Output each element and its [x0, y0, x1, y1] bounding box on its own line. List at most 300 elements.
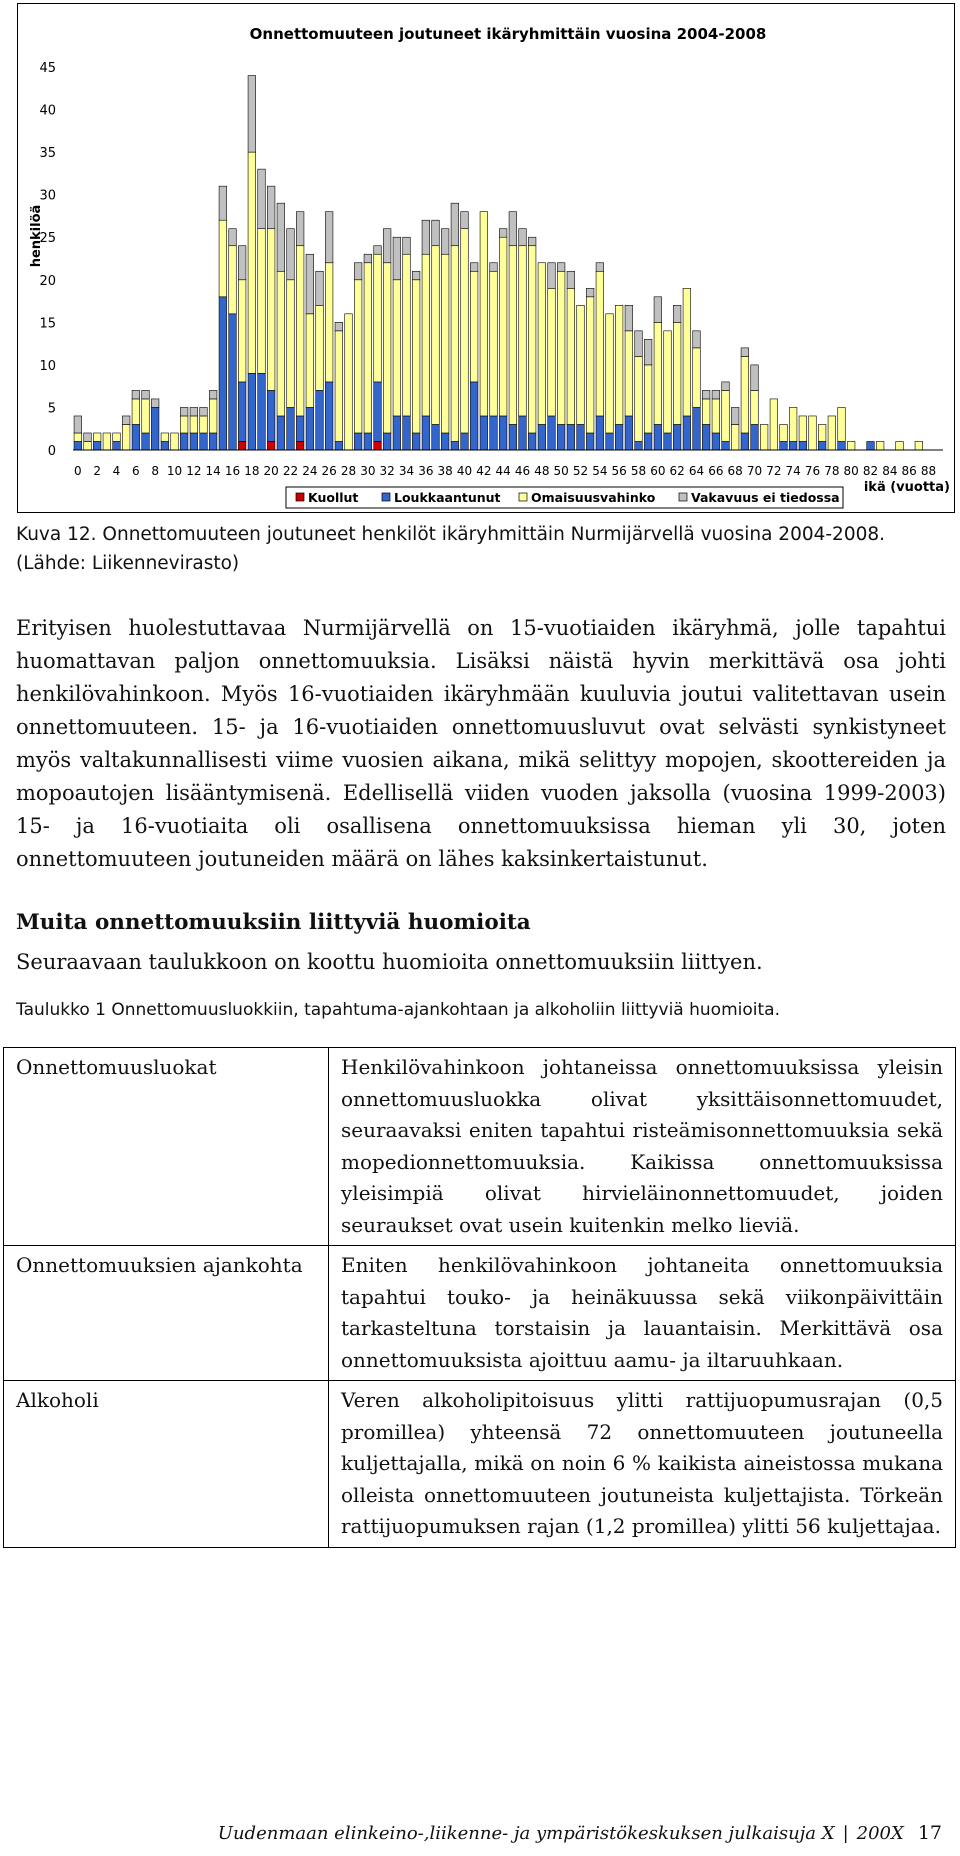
- bar-segment: [403, 237, 411, 254]
- bar-segment: [267, 390, 275, 441]
- bar-segment: [383, 433, 391, 450]
- bar-segment: [393, 280, 401, 416]
- bar-segment: [296, 212, 304, 246]
- bar-segment: [229, 246, 237, 314]
- x-tick-label: 74: [785, 464, 801, 478]
- bar-segment: [345, 314, 353, 450]
- bar-segment: [635, 331, 643, 357]
- y-axis-label: henkilöä: [29, 204, 44, 268]
- bar-segment: [712, 399, 720, 433]
- bar-segment: [403, 416, 411, 450]
- bar-segment: [770, 399, 778, 450]
- bar-segment: [296, 246, 304, 416]
- table-cell-text: Henkilövahinkoon johtaneissa onnettomuuksissa yleisin onnettomuusluokka olivat yksittäisonnettomuudet, seuraavaksi eniten tapahtui risteämisonnettomuuksia sekä mopedionnettomuuksia. Kaikissa onnettomuuksissa yleisimpiä olivat hirvieläinonnettomuudet, joiden seuraukset ovat usein kuitenkin melko lieviä.: [329, 1048, 956, 1246]
- bar-segment: [625, 416, 633, 450]
- bar-segment: [731, 407, 739, 424]
- bar-segment: [316, 305, 324, 390]
- bar-segment: [364, 254, 372, 263]
- bar-segment: [683, 416, 691, 450]
- bar-segment: [364, 433, 372, 450]
- bar-segment: [74, 416, 82, 433]
- bar-segment: [422, 254, 430, 416]
- bar-segment: [325, 263, 333, 382]
- bar-segment: [818, 424, 826, 441]
- page-footer: [218, 1822, 942, 1844]
- bar-segment: [200, 407, 208, 416]
- bar-segment: [354, 433, 362, 450]
- bar-segment: [712, 390, 720, 399]
- bar-segment: [751, 365, 759, 391]
- bar-segment: [751, 424, 759, 450]
- bar-segment: [441, 254, 449, 433]
- bar-segment: [451, 441, 459, 450]
- bar-segment: [557, 424, 565, 450]
- bar-segment: [528, 433, 536, 450]
- bar-segment: [142, 390, 150, 399]
- x-axis-label: ikä (vuotta): [863, 480, 950, 495]
- bar-segment: [499, 237, 507, 416]
- table-cell-category: Onnettomuuksien ajankohta: [4, 1246, 329, 1381]
- bar-segment: [383, 263, 391, 433]
- section-heading: Muita onnettomuuksiin liittyviä huomioita: [16, 910, 531, 935]
- bar-segment: [306, 254, 314, 314]
- bar-segment: [412, 271, 420, 280]
- bar-segment: [325, 212, 333, 263]
- x-tick-label: 88: [920, 464, 937, 478]
- legend-swatch: [519, 493, 527, 501]
- bar-segment: [673, 424, 681, 450]
- bar-segment: [818, 441, 826, 450]
- x-tick-label: 8: [151, 464, 159, 478]
- y-tick-label: 45: [39, 61, 56, 76]
- x-tick-label: 32: [379, 464, 395, 478]
- chart-title: Onnettomuuteen joutuneet ikäryhmittäin vuosina 2004-2008: [249, 25, 767, 43]
- x-tick-label: 54: [592, 464, 608, 478]
- x-tick-label: 82: [862, 464, 879, 478]
- x-tick-label: 64: [688, 464, 705, 478]
- bar-segment: [142, 433, 150, 450]
- table-cell-text: Eniten henkilövahinkoon johtaneita onnettomuuksia tapahtui touko- ja heinäkuussa sekä viikonpäivittäin tarkasteltuna torstaisin ja lauantaisin. Merkittävä osa onnettomuuksista ajoittuu aamu- ja iltaruuhkaan.: [329, 1246, 956, 1381]
- bar-segment: [200, 416, 208, 433]
- bar-segment: [789, 407, 797, 441]
- bar-segment: [451, 246, 459, 442]
- x-tick-label: 80: [843, 464, 859, 478]
- x-tick-label: 16: [224, 464, 241, 478]
- table-row: [4, 1246, 956, 1381]
- bar-segment: [741, 356, 749, 433]
- bar-segment: [480, 416, 488, 450]
- bar-segment: [422, 416, 430, 450]
- bar-segment: [180, 416, 188, 433]
- table-caption: Taulukko 1 Onnettomuusluokkiin, tapahtuma-ajankohtaan ja alkoholiin liittyviä huomioita.: [16, 1000, 780, 1020]
- bar-segment: [596, 271, 604, 416]
- x-tick-label: 62: [669, 464, 685, 478]
- bar-segment: [760, 424, 768, 450]
- y-tick-label: 5: [47, 401, 56, 417]
- bar-segment: [74, 441, 82, 450]
- y-tick-label: 30: [39, 188, 56, 204]
- bar-segment: [180, 407, 188, 416]
- age-group-bar-chart: [18, 4, 954, 512]
- x-tick-label: 58: [630, 464, 647, 478]
- bar-segment: [528, 246, 536, 433]
- table-cell-category: Onnettomuusluokat: [4, 1048, 329, 1246]
- bar-segment: [122, 424, 130, 450]
- x-tick-label: 24: [302, 464, 318, 478]
- bar-segment: [548, 416, 556, 450]
- bar-segment: [673, 305, 681, 322]
- x-tick-label: 48: [534, 464, 550, 478]
- x-tick-label: 78: [824, 464, 840, 478]
- bar-segment: [799, 416, 807, 442]
- bar-segment: [393, 237, 401, 280]
- bar-segment: [838, 441, 846, 450]
- x-tick-label: 20: [263, 464, 279, 478]
- bar-segment: [267, 186, 275, 229]
- bar-segment: [519, 229, 527, 246]
- bar-segment: [190, 416, 198, 433]
- bar-segment: [190, 407, 198, 416]
- bar-segment: [306, 314, 314, 408]
- x-tick-label: 56: [611, 464, 627, 478]
- bar-segment: [586, 433, 594, 450]
- bar-segment: [538, 424, 546, 450]
- page-number: 17: [917, 1822, 942, 1844]
- bar-segment: [122, 416, 130, 425]
- x-tick-label: 42: [476, 464, 492, 478]
- bar-segment: [432, 424, 440, 450]
- bar-segment: [577, 424, 585, 450]
- bar-segment: [403, 254, 411, 416]
- bar-segment: [209, 390, 217, 399]
- y-tick-label: 20: [39, 273, 56, 289]
- legend-swatch: [679, 493, 687, 501]
- x-tick-label: 50: [553, 464, 569, 478]
- x-tick-label: 22: [282, 464, 299, 478]
- bar-segment: [461, 229, 469, 433]
- bar-segment: [451, 203, 459, 246]
- bar-segment: [625, 331, 633, 416]
- bar-segment: [412, 433, 420, 450]
- observations-table: [3, 1047, 956, 1548]
- x-tick-label: 70: [746, 464, 763, 478]
- bar-segment: [606, 314, 614, 433]
- bar-segment: [586, 288, 594, 297]
- x-tick-label: 4: [112, 464, 121, 478]
- bar-segment: [528, 237, 536, 246]
- bar-segment: [712, 433, 720, 450]
- bar-segment: [296, 441, 304, 450]
- bar-segment: [702, 399, 710, 425]
- bar-segment: [277, 203, 285, 271]
- y-tick-label: 0: [47, 444, 56, 459]
- x-tick-label: 6: [132, 464, 140, 478]
- bar-segment: [171, 433, 179, 450]
- bar-segment: [190, 433, 198, 450]
- bar-segment: [644, 339, 652, 365]
- bar-segment: [693, 331, 701, 348]
- bar-segment: [470, 263, 478, 272]
- y-tick-label: 25: [39, 231, 56, 247]
- x-tick-label: 0: [74, 464, 82, 478]
- bar-segment: [200, 433, 208, 450]
- bar-segment: [287, 229, 295, 280]
- bar-segment: [654, 322, 662, 424]
- footer-separator: |: [842, 1823, 849, 1844]
- bar-segment: [741, 348, 749, 357]
- bar-segment: [238, 280, 246, 382]
- bar-segment: [499, 416, 507, 450]
- bar-segment: [799, 441, 807, 450]
- bar-segment: [84, 441, 92, 450]
- bar-segment: [876, 441, 884, 450]
- bar-segment: [374, 441, 382, 450]
- bar-segment: [596, 263, 604, 272]
- bar-segment: [132, 424, 140, 450]
- bar-segment: [432, 220, 440, 246]
- legend-swatch: [382, 493, 390, 501]
- bar-segment: [393, 416, 401, 450]
- bar-segment: [258, 169, 266, 229]
- y-tick-label: 40: [39, 103, 56, 119]
- x-tick-label: 2: [93, 464, 101, 478]
- bar-segment: [644, 365, 652, 433]
- bar-segment: [364, 263, 372, 433]
- bar-segment: [838, 407, 846, 441]
- bar-segment: [673, 322, 681, 424]
- bar-segment: [915, 441, 923, 450]
- bar-segment: [306, 407, 314, 450]
- bar-segment: [509, 424, 517, 450]
- bar-segment: [132, 390, 140, 399]
- legend-label: Omaisuusvahinko: [531, 490, 656, 505]
- bar-segment: [132, 399, 140, 425]
- bar-segment: [664, 331, 672, 433]
- y-tick-label: 10: [39, 358, 56, 374]
- bar-segment: [722, 441, 730, 450]
- chart-container: [17, 3, 955, 513]
- bar-segment: [586, 297, 594, 433]
- legend-label: Kuollut: [308, 490, 359, 505]
- bar-segment: [596, 416, 604, 450]
- bar-segment: [654, 424, 662, 450]
- bar-segment: [161, 433, 169, 442]
- bar-segment: [113, 441, 121, 450]
- bar-segment: [896, 441, 904, 450]
- bar-segment: [702, 390, 710, 399]
- bar-segment: [229, 229, 237, 246]
- x-tick-label: 68: [727, 464, 743, 478]
- legend-label: Vakavuus ei tiedossa: [691, 490, 840, 505]
- x-tick-label: 76: [804, 464, 821, 478]
- bar-segment: [335, 322, 343, 331]
- bar-segment: [683, 288, 691, 416]
- bar-segment: [219, 297, 227, 450]
- bar-segment: [441, 433, 449, 450]
- x-tick-label: 30: [360, 464, 376, 478]
- bar-segment: [248, 76, 256, 153]
- bar-segment: [374, 254, 382, 382]
- bar-segment: [567, 424, 575, 450]
- bar-segment: [219, 186, 227, 220]
- x-tick-label: 18: [244, 464, 260, 478]
- x-tick-label: 52: [572, 464, 589, 478]
- x-tick-label: 46: [514, 464, 531, 478]
- bar-segment: [615, 424, 623, 450]
- bar-segment: [93, 441, 101, 450]
- bar-segment: [142, 399, 150, 433]
- x-tick-label: 40: [456, 464, 473, 478]
- x-tick-label: 34: [398, 464, 415, 478]
- bar-segment: [296, 416, 304, 442]
- bar-segment: [557, 263, 565, 272]
- bar-segment: [635, 441, 643, 450]
- bar-segment: [374, 382, 382, 442]
- section-intro: Seuraavaan taulukkoon on koottu huomioita onnettomuuksiin liittyen.: [16, 950, 763, 974]
- x-tick-label: 28: [340, 464, 357, 478]
- bar-segment: [354, 263, 362, 280]
- x-tick-label: 84: [882, 464, 898, 478]
- bar-segment: [519, 246, 527, 416]
- bar-segment: [490, 263, 498, 272]
- bar-segment: [470, 271, 478, 382]
- bar-segment: [287, 407, 295, 450]
- bar-segment: [751, 390, 759, 424]
- bar-segment: [519, 416, 527, 450]
- bar-segment: [316, 390, 324, 450]
- legend-swatch: [296, 493, 304, 501]
- bar-segment: [548, 288, 556, 416]
- x-tick-label: 44: [495, 464, 511, 478]
- x-tick-label: 26: [321, 464, 337, 478]
- bar-segment: [287, 280, 295, 408]
- bar-segment: [335, 441, 343, 450]
- x-tick-label: 10: [166, 464, 183, 478]
- bar-segment: [470, 382, 478, 450]
- figure-caption: Kuva 12. Onnettomuuteen joutuneet henkilöt ikäryhmittäin Nurmijärvellä vuosina 2004-2008. (Lähde: Liikennevirasto): [16, 524, 886, 574]
- bar-segment: [490, 271, 498, 416]
- bar-segment: [644, 433, 652, 450]
- bar-segment: [383, 229, 391, 263]
- y-tick-label: 35: [39, 146, 56, 162]
- bar-segment: [219, 220, 227, 297]
- legend-label: Loukkaantunut: [394, 490, 501, 505]
- x-tick-label: 14: [205, 464, 221, 478]
- bar-segment: [548, 263, 556, 289]
- bar-segment: [84, 433, 92, 442]
- table-cell-text: Veren alkoholipitoisuus ylitti rattijuopumusrajan (0,5 promillea) yhteensä 72 onnettomuuteen joutuneella kuljettajalla, mikä on noin 6 % kaikista aineistossa mukana olleista onnettomuuteen joutuneista kuljettajista. Törkeän rattijuopumuksen rajan (1,2 promillea) ylitti 56 kuljettajaa.: [329, 1381, 956, 1548]
- bar-segment: [741, 433, 749, 450]
- bar-segment: [277, 416, 285, 450]
- bar-segment: [325, 382, 333, 450]
- bar-segment: [93, 433, 101, 442]
- bar-segment: [151, 407, 159, 450]
- bar-segment: [789, 441, 797, 450]
- bar-segment: [316, 271, 324, 305]
- bar-segment: [722, 390, 730, 441]
- table-cell-category: Alkoholi: [4, 1381, 329, 1548]
- x-tick-label: 36: [418, 464, 434, 478]
- bar-segment: [238, 246, 246, 280]
- bar-segment: [847, 441, 855, 450]
- body-paragraph: Erityisen huolestuttavaa Nurmijärvellä on 15-vuotiaiden ikäryhmä, jolle tapahtui huomattavan paljon onnettomuuksia. Lisäksi näistä hyvin merkittävä osa johti henkilövahinkoon. Myös 16-vuotiaiden ikäryhmään kuuluvia joutui valitettavan usein onnettomuuteen. 15- ja 16-vuotiaiden onnettomuusluvut ovat selvästi synkistyneet myös valtakunnallisesti viime vuosien aikana, mikä selittyy mopojen, skoottereiden ja mopoautojen lisääntymisenä. Edellisellä viiden vuoden jaksolla (vuosina 1999-2003) 15- ja 16-vuotiaita oli osallisena onnettomuuksissa hieman yli 30, joten onnettomuuteen joutuneiden määrä on lähes kaksinkertaistunut.: [16, 616, 946, 871]
- bar-segment: [654, 297, 662, 323]
- bar-segment: [161, 441, 169, 450]
- bar-segment: [577, 305, 585, 424]
- bar-segment: [277, 271, 285, 416]
- footer-publication: Uudenmaan elinkeino-,liikenne- ja ympäristökeskuksen julkaisuja X: [217, 1823, 835, 1844]
- bar-segment: [441, 229, 449, 255]
- x-tick-label: 60: [650, 464, 666, 478]
- table-row: [4, 1381, 956, 1548]
- bar-segment: [557, 271, 565, 424]
- bar-segment: [509, 212, 517, 246]
- bar-segment: [615, 305, 623, 424]
- bar-segment: [693, 348, 701, 408]
- bar-segment: [461, 433, 469, 450]
- bar-segment: [354, 280, 362, 433]
- bar-segment: [74, 433, 82, 442]
- x-tick-label: 66: [708, 464, 724, 478]
- bar-segment: [267, 441, 275, 450]
- bar-segment: [248, 373, 256, 450]
- bar-segment: [828, 416, 836, 450]
- bar-segment: [606, 433, 614, 450]
- bar-segment: [113, 433, 121, 442]
- bar-segment: [258, 229, 266, 374]
- bar-segment: [702, 424, 710, 450]
- bar-segment: [103, 433, 111, 450]
- bar-segment: [731, 424, 739, 450]
- bar-segment: [809, 416, 817, 450]
- bar-segment: [625, 305, 633, 331]
- table-row: [4, 1048, 956, 1246]
- x-tick-label: 38: [437, 464, 453, 478]
- bar-segment: [248, 152, 256, 373]
- bar-segment: [374, 246, 382, 255]
- bar-segment: [499, 229, 507, 238]
- x-tick-label: 86: [901, 464, 917, 478]
- bar-segment: [432, 246, 440, 425]
- bar-segment: [509, 246, 517, 425]
- x-tick-label: 12: [186, 464, 202, 478]
- bar-segment: [151, 399, 159, 408]
- bar-segment: [422, 220, 430, 254]
- bar-segment: [693, 407, 701, 450]
- bar-segment: [780, 441, 788, 450]
- bar-segment: [567, 271, 575, 288]
- bar-segment: [480, 212, 488, 416]
- bar-segment: [780, 424, 788, 441]
- bar-segment: [490, 416, 498, 450]
- bar-segment: [180, 433, 188, 450]
- bar-segment: [209, 399, 217, 433]
- bar-segment: [664, 433, 672, 450]
- bar-segment: [238, 441, 246, 450]
- bar-segment: [238, 382, 246, 442]
- bar-segment: [229, 314, 237, 450]
- bar-segment: [209, 433, 217, 450]
- x-tick-label: 72: [766, 464, 782, 478]
- bar-segment: [867, 441, 875, 450]
- footer-year: 200X: [856, 1823, 904, 1844]
- bar-segment: [635, 356, 643, 441]
- bar-segment: [722, 382, 730, 391]
- bar-segment: [335, 331, 343, 442]
- bar-segment: [538, 263, 546, 425]
- bar-segment: [412, 280, 420, 433]
- bar-segment: [267, 229, 275, 391]
